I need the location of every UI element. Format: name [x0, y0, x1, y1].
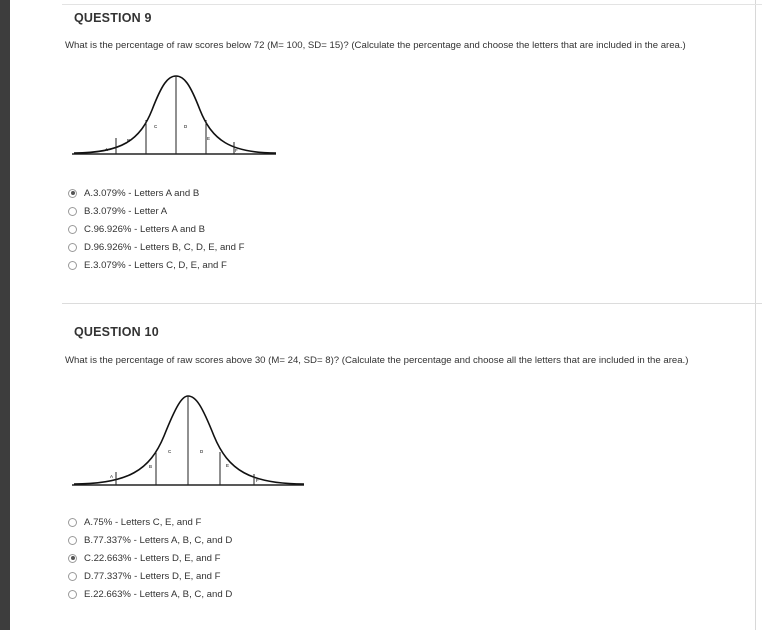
choice-letter: B.	[84, 205, 94, 217]
window-left-edge	[0, 0, 10, 630]
choice-e[interactable]	[68, 585, 232, 603]
region-label-e: E	[207, 136, 211, 141]
region-label-c: C	[168, 449, 172, 454]
top-divider	[62, 4, 762, 5]
choice-letter: C.	[84, 223, 94, 235]
choice-label: 77.337% - Letters D, E, and F	[93, 570, 221, 582]
choice-label: 3.079% - Letters C, D, E, and F	[93, 259, 227, 271]
choice-label: 77.337% - Letters A, B, C, and D	[93, 534, 233, 546]
radio-button[interactable]	[68, 572, 77, 581]
radio-button[interactable]	[68, 590, 77, 599]
choice-letter: E.	[84, 588, 94, 600]
choice-label: 3.079% - Letter A	[93, 205, 168, 217]
question-10-prompt: What is the percentage of raw scores above 30 (M= 24, SD= 8)? (Calculate the percentage and choose all the letters that are included in the area.)	[65, 355, 689, 366]
choice-label: 75% - Letters C, E, and F	[93, 516, 202, 528]
choice-d[interactable]	[68, 567, 232, 585]
question-10-title: QUESTION 10	[74, 325, 159, 339]
region-label-a: A	[110, 474, 114, 479]
radio-button-checked[interactable]	[68, 554, 77, 563]
choice-c[interactable]	[68, 220, 245, 238]
radio-button[interactable]	[68, 243, 77, 252]
question-10-choices	[68, 513, 232, 603]
choice-letter: D.	[84, 570, 94, 582]
radio-button[interactable]	[68, 518, 77, 527]
question-9-normal-curve	[72, 70, 278, 158]
region-label-a: A	[105, 147, 109, 152]
radio-button[interactable]	[68, 261, 77, 270]
question-9-prompt: What is the percentage of raw scores below 72 (M= 100, SD= 15)? (Calculate the percentage and choose the letters that are included in the area.)	[65, 40, 686, 51]
region-label-f: F	[235, 148, 238, 153]
choice-a[interactable]	[68, 184, 245, 202]
question-9-title: QUESTION 9	[74, 11, 152, 25]
region-label-f: F	[256, 478, 259, 483]
question-10-normal-curve	[72, 390, 306, 490]
question-9-choices	[68, 184, 245, 274]
radio-button-checked[interactable]	[68, 189, 77, 198]
bell-curve	[74, 396, 304, 484]
choice-letter: C.	[84, 552, 94, 564]
region-label-e: E	[226, 463, 230, 468]
choice-label: 22.663% - Letters A, B, C, and D	[93, 588, 233, 600]
region-label-b: B	[149, 464, 153, 469]
radio-button[interactable]	[68, 207, 77, 216]
right-border	[755, 0, 756, 630]
choice-label: 96.926% - Letters A and B	[93, 223, 206, 235]
choice-b[interactable]	[68, 531, 232, 549]
choice-b[interactable]	[68, 202, 245, 220]
choice-letter: D.	[84, 241, 94, 253]
region-label-d: D	[184, 124, 188, 129]
choice-label: 22.663% - Letters D, E, and F	[93, 552, 221, 564]
choice-c[interactable]	[68, 549, 232, 567]
region-label-d: D	[200, 449, 204, 454]
choice-label: 96.926% - Letters B, C, D, E, and F	[93, 241, 245, 253]
radio-button[interactable]	[68, 536, 77, 545]
choice-d[interactable]	[68, 238, 245, 256]
choice-e[interactable]	[68, 256, 245, 274]
region-label-b: B	[127, 138, 131, 143]
choice-letter: E.	[84, 259, 94, 271]
question-separator	[62, 303, 762, 304]
bell-curve	[74, 76, 276, 153]
choice-letter: A.	[84, 187, 94, 199]
choice-letter: B.	[84, 534, 94, 546]
region-label-c: C	[154, 124, 158, 129]
radio-button[interactable]	[68, 225, 77, 234]
choice-letter: A.	[84, 516, 94, 528]
choice-a[interactable]	[68, 513, 232, 531]
choice-label: 3.079% - Letters A and B	[93, 187, 200, 199]
